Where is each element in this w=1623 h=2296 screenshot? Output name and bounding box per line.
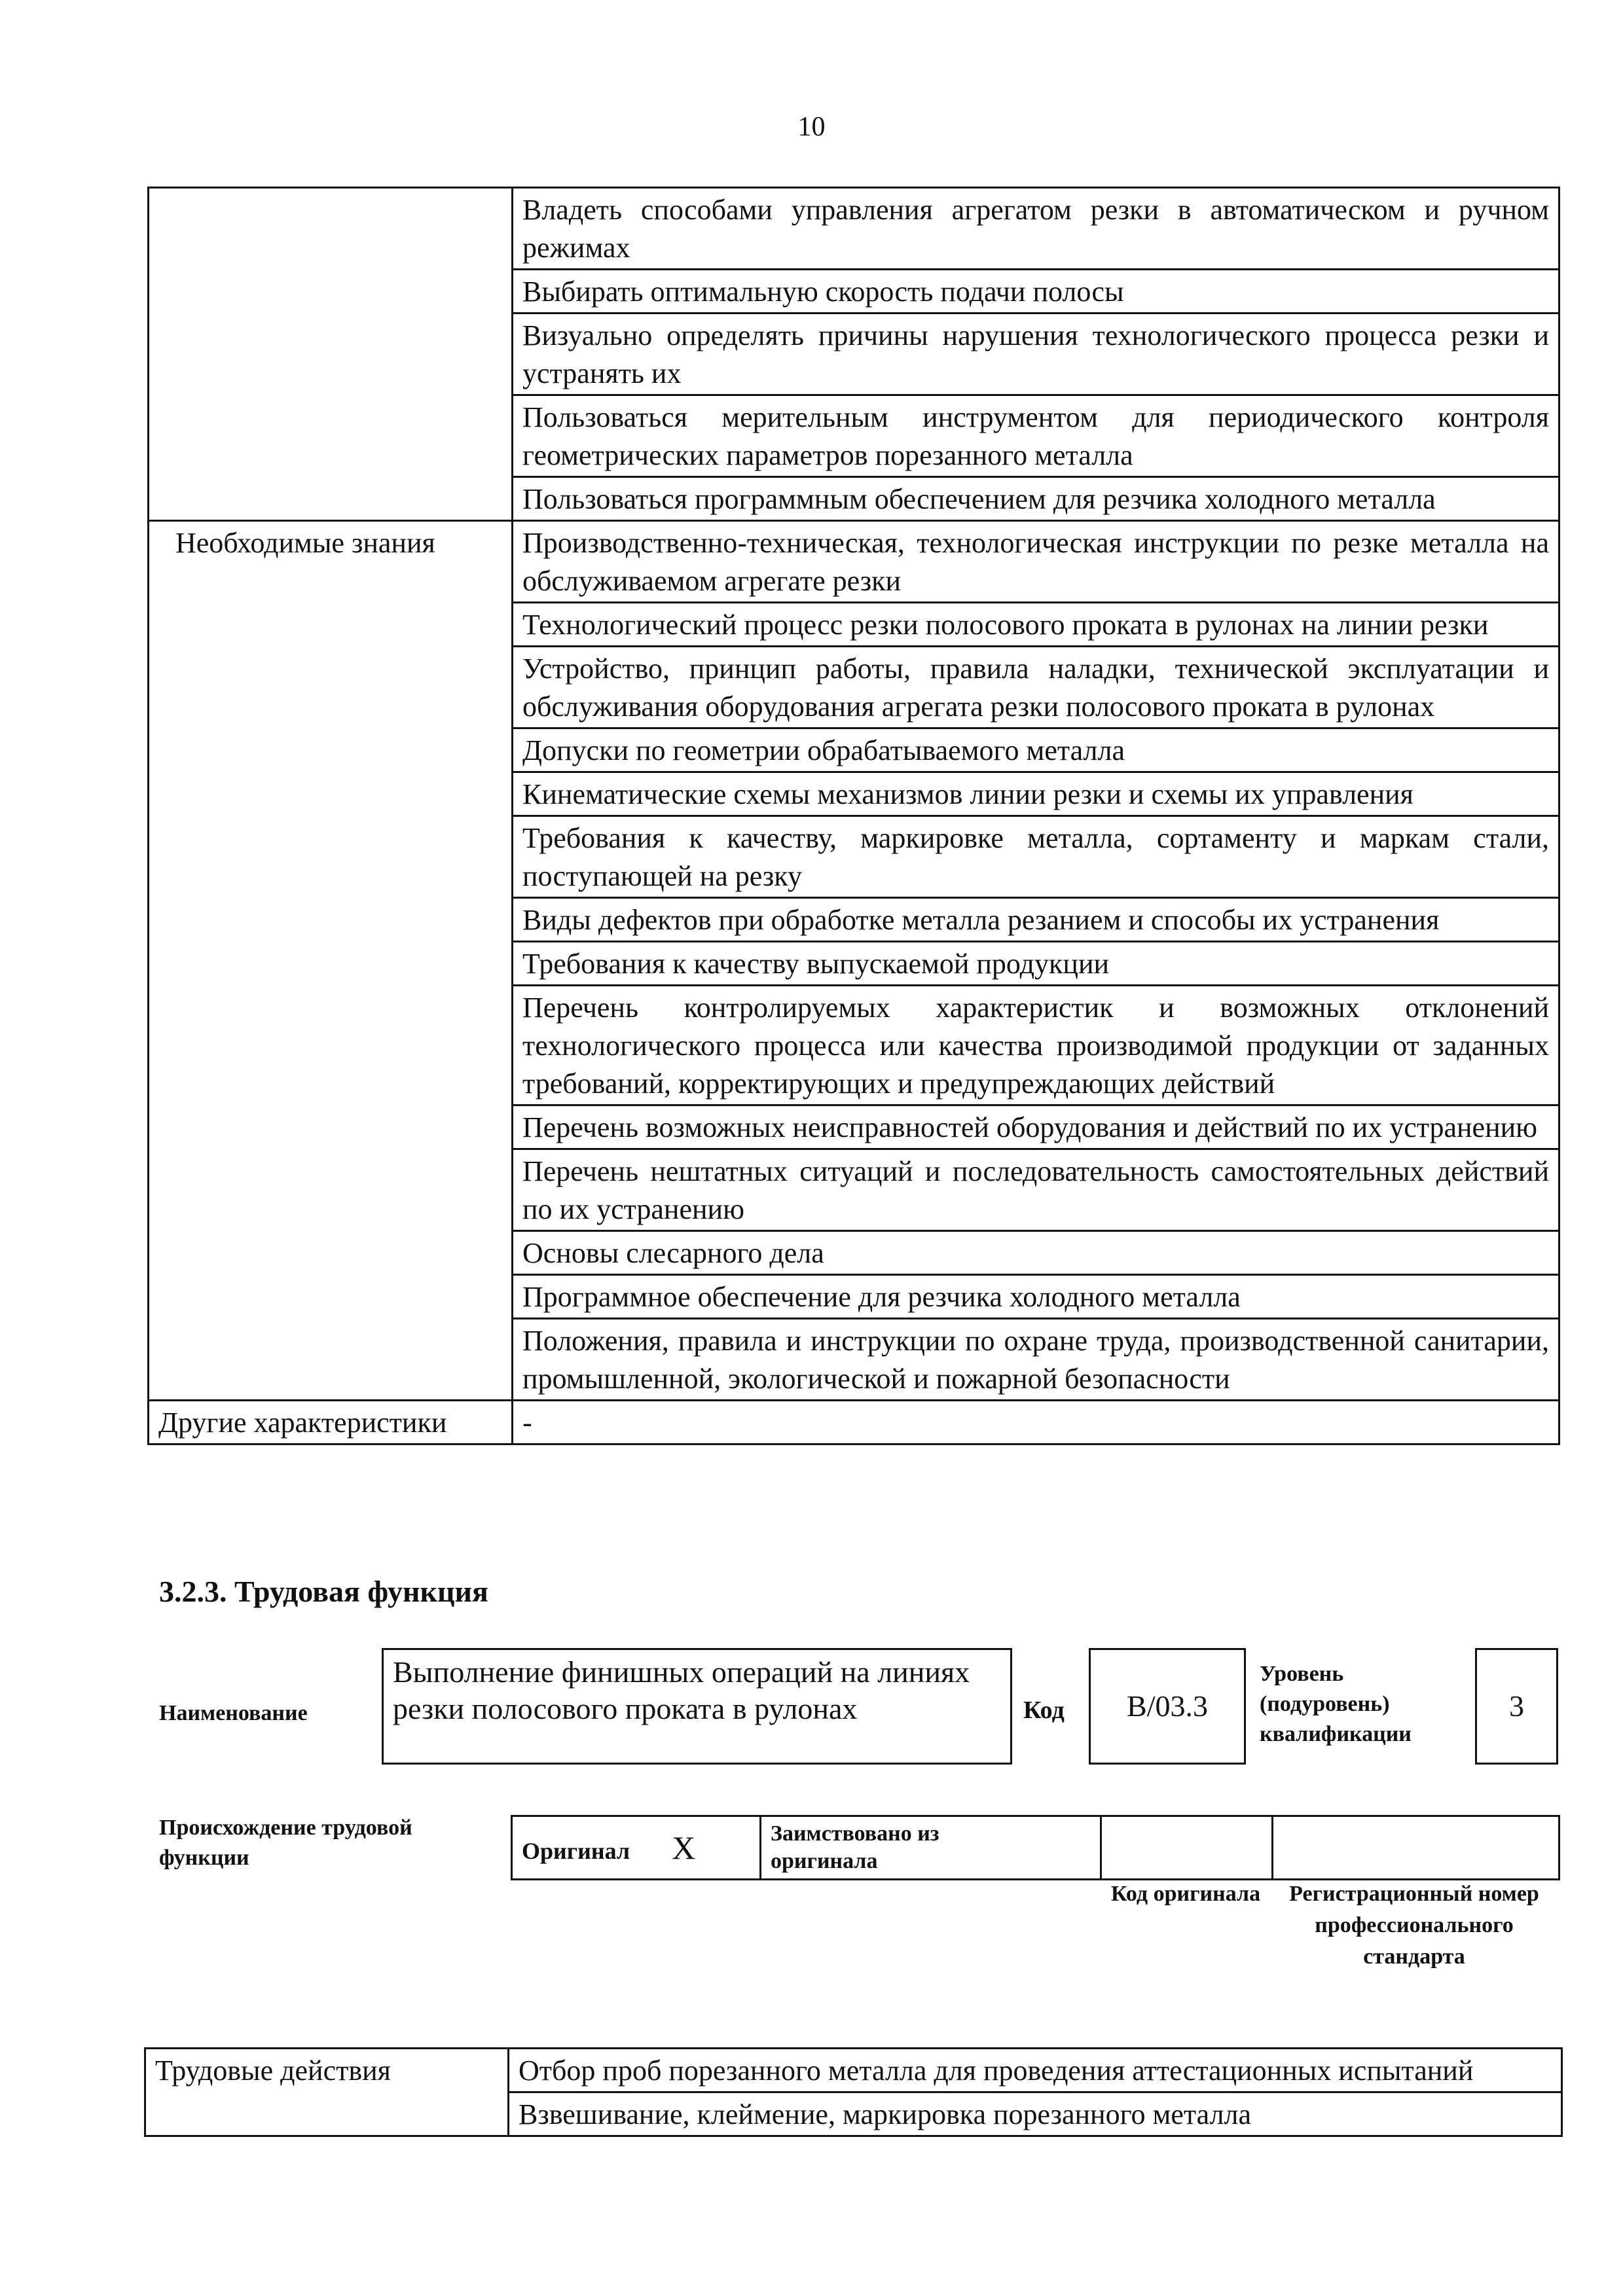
other-label-cell: Другие характеристики [149,1401,513,1444]
table-row [149,521,1559,603]
skill-item: Пользоваться программным обеспечением для резчика холодного металла [513,477,1559,521]
level-value: 3 [1509,1689,1524,1723]
knowledge-item: Технологический процесс резки полосового проката в рулонах на линии резки [513,603,1559,647]
code-value: B/03.3 [1127,1689,1208,1723]
origin-table [511,1815,1560,1880]
code-label: Код [1023,1696,1065,1724]
skill-item: Визуально определять причины нарушения технологического процесса резки и устранять их [513,314,1559,395]
actions-label-cell: Трудовые действия [145,2049,509,2136]
actions-table [144,2047,1563,2137]
table-row [512,1816,1559,1880]
table-row [149,1401,1559,1444]
knowledge-item: Основы слесарного дела [513,1231,1559,1275]
other-value-cell: - [513,1401,1559,1444]
section-title: 3.2.3. Трудовая функция [159,1575,488,1608]
skills-label-cell [149,188,513,521]
original-cell [512,1816,761,1880]
name-value: Выполнение финишных операций на линиях резки полосового проката в рулонах [393,1655,970,1725]
skills-knowledge-table [147,187,1560,1445]
code-value-box [1089,1648,1246,1765]
knowledge-label-cell: Необходимые знания [149,521,513,1401]
knowledge-item: Кинематические схемы механизмов линии резки и схемы их управления [513,772,1559,816]
origin-label: Происхождение трудовой функции [159,1816,412,1870]
table-row [149,188,1559,270]
name-label: Наименование [159,1701,308,1725]
table-row [145,2049,1562,2092]
skill-item: Выбирать оптимальную скорость подачи полосы [513,270,1559,314]
level-label: Уровень (подуровень) квалификации [1260,1662,1412,1746]
knowledge-item: Устройство, принцип работы, правила наладки, технической эксплуатации и обслуживания оборудования агрегата резки полосового проката в рулонах [513,647,1559,728]
skill-item: Владеть способами управления агрегатом резки в автоматическом и ручном режимах [513,188,1559,270]
knowledge-item: Требования к качеству выпускаемой продукции [513,942,1559,986]
page-number: 10 [797,112,826,142]
knowledge-item: Перечень нештатных ситуаций и последовательность самостоятельных действий по их устранению [513,1149,1559,1231]
borrowed-label: Заимствовано из оригинала [771,1821,939,1873]
action-item: Отбор проб порезанного металла для проведения аттестационных испытаний [509,2049,1562,2092]
skill-item: Пользоваться мерительным инструментом для периодического контроля геометрических параметров порезанного металла [513,395,1559,477]
knowledge-item: Перечень контролируемых характеристик и возможных отклонений технологического процесса или качества производимой продукции от заданных требований, корректирующих и предупреждающих действий [513,986,1559,1105]
name-value-box [382,1648,1012,1765]
knowledge-item: Допуски по геометрии обрабатываемого металла [513,728,1559,772]
knowledge-item: Перечень возможных неисправностей оборудования и действий по их устранению [513,1105,1559,1149]
knowledge-item: Производственно-техническая, технологическая инструкции по резке металла на обслуживаемом агрегате резки [513,521,1559,603]
knowledge-item: Виды дефектов при обработке металла резанием и способы их устранения [513,898,1559,942]
action-item: Взвешивание, клеймение, маркировка порезанного металла [509,2092,1562,2136]
knowledge-item: Программное обеспечение для резчика холодного металла [513,1275,1559,1319]
reg-number-caption: Регистрационный номер профессионального стандарта [1289,1882,1539,1969]
original-code-cell [1101,1816,1273,1880]
knowledge-item: Требования к качеству, маркировке металла, сортаменту и маркам стали, поступающей на резку [513,816,1559,898]
original-mark: X [672,1829,696,1866]
original-code-caption: Код оригинала [1110,1882,1261,1906]
reg-number-cell [1273,1816,1559,1880]
original-label: Оригинал [522,1838,630,1864]
knowledge-item: Положения, правила и инструкции по охране труда, производственной санитарии, промышленной, экологической и пожарной безопасности [513,1319,1559,1401]
level-value-box [1475,1648,1558,1765]
borrowed-cell [761,1816,1101,1880]
